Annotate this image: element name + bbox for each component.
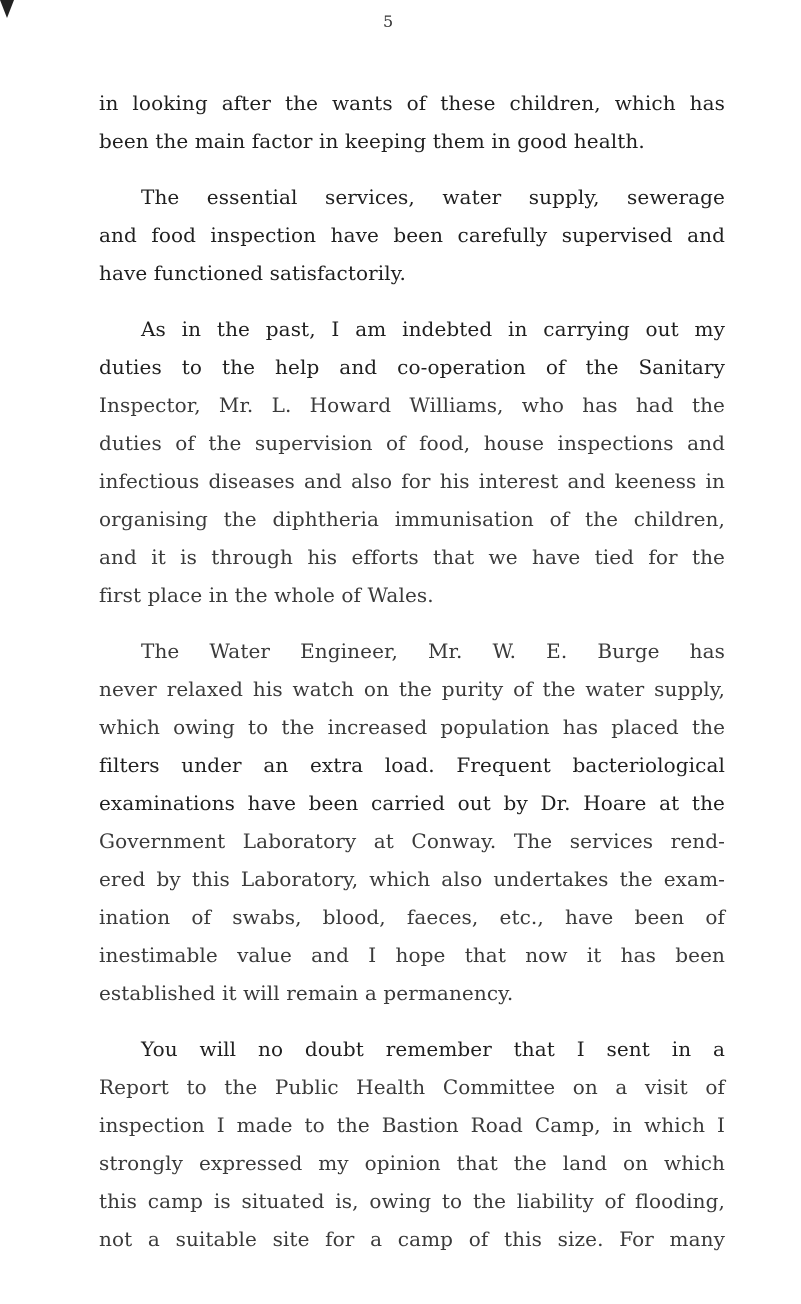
- text-line: As in the past, I am indebted in carrying out my: [141, 317, 725, 341]
- text-line: and food inspection have been carefully supervised and: [99, 223, 725, 247]
- text-line: duties of the supervision of food, house inspections and: [99, 431, 725, 455]
- text-line: been the main factor in keeping them in good health.: [99, 129, 645, 153]
- paragraph-2: [99, 178, 725, 292]
- text-line: The Water Engineer, Mr. W. E. Burge has: [141, 639, 725, 663]
- text-line: and it is through his efforts that we have tied for the: [99, 545, 725, 569]
- text-line: this camp is situated is, owing to the liability of flooding,: [99, 1189, 725, 1213]
- text-line: not a suitable site for a camp of this size. For many: [99, 1227, 725, 1251]
- text-line: ination of swabs, blood, faeces, etc., have been of: [99, 905, 725, 929]
- text-line: filters under an extra load. Frequent bacteriological: [99, 753, 725, 777]
- text-line: Report to the Public Health Committee on a visit of: [99, 1075, 725, 1099]
- body-text: [99, 84, 725, 1258]
- text-line: organising the diphtheria immunisation of the children,: [99, 507, 725, 531]
- paragraph-1: [99, 84, 725, 160]
- page-number: 5: [383, 12, 394, 31]
- paragraph-4: [99, 632, 725, 1012]
- text-line: inestimable value and I hope that now it has been: [99, 943, 725, 967]
- page-corner-mark: [0, 0, 14, 18]
- text-line: never relaxed his watch on the purity of the water supply,: [99, 677, 725, 701]
- text-line: Inspector, Mr. L. Howard Williams, who has had the: [99, 393, 725, 417]
- text-line: inspection I made to the Bastion Road Camp, in which I: [99, 1113, 725, 1137]
- text-line: have functioned satisfactorily.: [99, 261, 406, 285]
- text-line: strongly expressed my opinion that the land on which: [99, 1151, 725, 1175]
- text-line: first place in the whole of Wales.: [99, 583, 434, 607]
- text-line: established it will remain a permanency.: [99, 981, 514, 1005]
- text-line: Government Laboratory at Conway. The services rend-: [99, 829, 725, 853]
- paragraph-5: [99, 1030, 725, 1258]
- text-line: The essential services, water supply, sewerage: [141, 185, 725, 209]
- text-line: examinations have been carried out by Dr. Hoare at the: [99, 791, 725, 815]
- text-line: You will no doubt remember that I sent in a: [141, 1037, 725, 1061]
- text-line: which owing to the increased population has placed the: [99, 715, 725, 739]
- text-line: ered by this Laboratory, which also undertakes the exam-: [99, 867, 725, 891]
- paragraph-3: [99, 310, 725, 614]
- text-line: infectious diseases and also for his interest and keeness in: [99, 469, 725, 493]
- text-line: in looking after the wants of these children, which has: [99, 91, 725, 115]
- text-line: duties to the help and co-operation of the Sanitary: [99, 355, 725, 379]
